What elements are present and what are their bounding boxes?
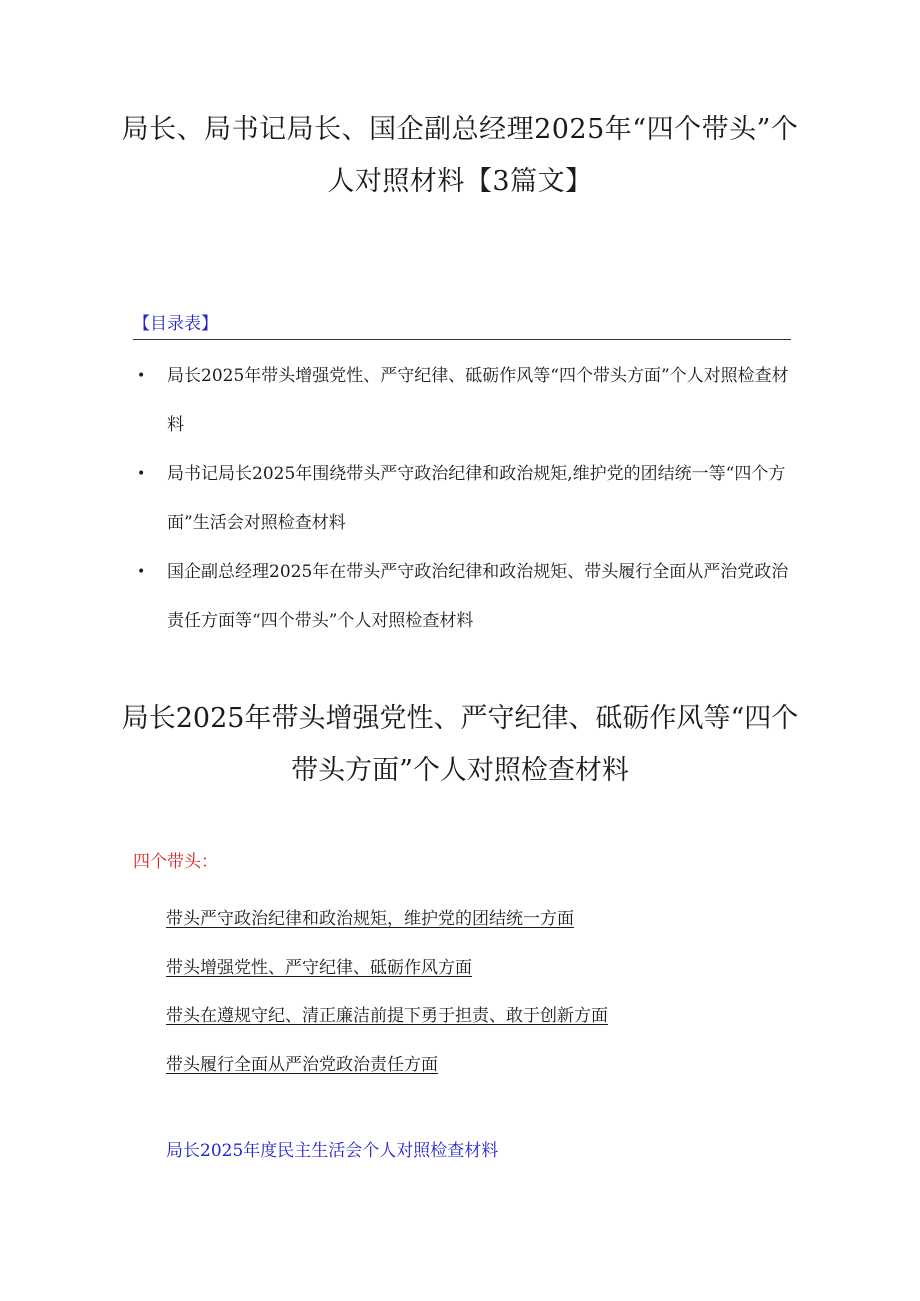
four-leads-link[interactable]: 带头在遵规守纪、清正廉洁前提下勇于担责、敢于创新方面 [166,1006,608,1026]
bullet-icon: • [137,368,146,384]
democratic-life-meeting-link[interactable]: 局长2025年度民主生活会个人对照检查材料 [166,1141,499,1161]
toc-item[interactable] [133,352,793,450]
toc-item-label: 局长2025年带头增强党性、严守纪律、砥砺作风等“四个带头方面”个人对照检查材料 [167,366,789,435]
document-title: 局长、局书记局长、国企副总经理2025年“四个带头”个人对照材料【3篇文】 [121,114,799,197]
toc-item-label: 局书记局长2025年围绕带头严守政治纪律和政治规矩,维护党的团结统一等“四个方面”生活会对照检查材料 [167,464,786,533]
toc-item[interactable] [133,548,793,646]
section-title: 局长2025年带头增强党性、严守纪律、砥砺作风等“四个带头方面”个人对照检查材料 [121,703,799,786]
toc-item-label: 国企副总经理2025年在带头严守政治纪律和政治规矩、带头履行全面从严治党政治责任方面等“四个带头”个人对照检查材料 [167,562,789,631]
bullet-icon: • [137,466,146,482]
four-leads-heading: 四个带头： [133,852,218,872]
four-leads-link[interactable]: 带头履行全面从严治党政治责任方面 [166,1054,438,1075]
bullet-icon: • [137,564,146,580]
toc-list [133,352,793,646]
toc-heading: 【目录表】 [133,314,218,334]
toc-divider [133,339,791,340]
four-leads-link-list [166,895,608,1089]
four-leads-link[interactable]: 带头严守政治纪律和政治规矩，维护党的团结统一方面 [166,909,574,929]
toc-item[interactable] [133,450,793,548]
four-leads-link[interactable]: 带头增强党性、严守纪律、砥砺作风方面 [166,957,472,978]
